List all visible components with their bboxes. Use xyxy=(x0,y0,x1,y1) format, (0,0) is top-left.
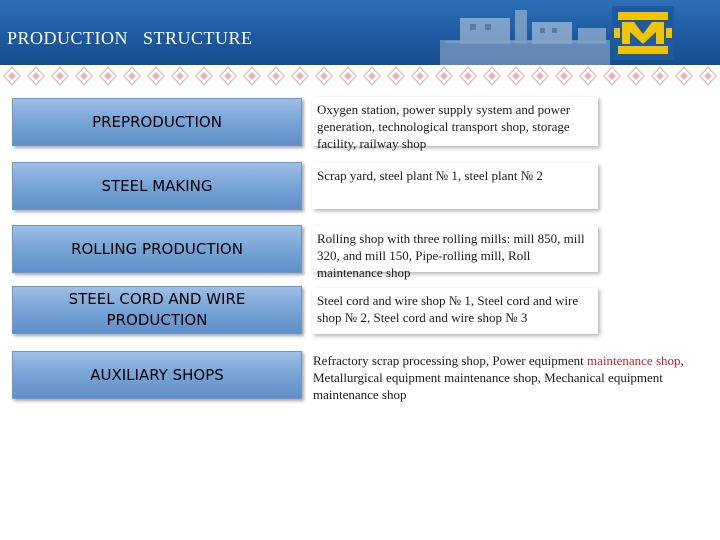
category-label: STEEL MAKING xyxy=(101,176,213,195)
category-steel-making xyxy=(12,162,302,210)
company-logo xyxy=(612,6,674,60)
category-label: STEEL CORD AND WIRE PRODUCTION xyxy=(68,290,246,329)
description-text-part-2: , Metallurgical equipment maintenance shop, Mechanical equipment maintenance shop xyxy=(313,353,684,402)
description-text: Steel cord and wire shop № 1, Steel cord and wire shop № 2, Steel cord and wire shop № 3 xyxy=(317,293,579,325)
description-text: Scrap yard, steel plant № 1, steel plant № 2 xyxy=(317,168,543,183)
description-text-highlight: maintenance shop xyxy=(587,353,681,368)
description-preproduction xyxy=(312,97,598,151)
category-label: PREPRODUCTION xyxy=(92,112,222,131)
description-steel-cord-wire xyxy=(312,288,598,334)
category-auxiliary-shops xyxy=(12,351,302,399)
description-rolling-production xyxy=(312,226,598,280)
category-rolling-production xyxy=(12,225,302,273)
description-text: Oxygen station, power supply system and power generation, technological transport shop, storage facility, railway shop xyxy=(317,102,571,151)
description-text-part-1: Refractory scrap processing shop, Power equipment xyxy=(313,353,588,368)
plant-illustration xyxy=(440,0,610,65)
category-steel-cord-wire xyxy=(12,286,302,334)
description-steel-making xyxy=(312,163,598,209)
category-label: ROLLING PRODUCTION xyxy=(71,239,243,258)
category-label: AUXILIARY SHOPS xyxy=(90,365,224,384)
description-text: Rolling shop with three rolling mills: mill 850, mill 320, and mill 150, Pipe-rolling mill, Roll maintenance shop xyxy=(317,231,585,280)
header-bar xyxy=(0,0,720,65)
page-title: PRODUCTION STRUCTURE xyxy=(7,28,253,48)
ornament-band xyxy=(0,65,720,87)
description-auxiliary-shops xyxy=(312,348,692,407)
category-preproduction xyxy=(12,98,302,146)
